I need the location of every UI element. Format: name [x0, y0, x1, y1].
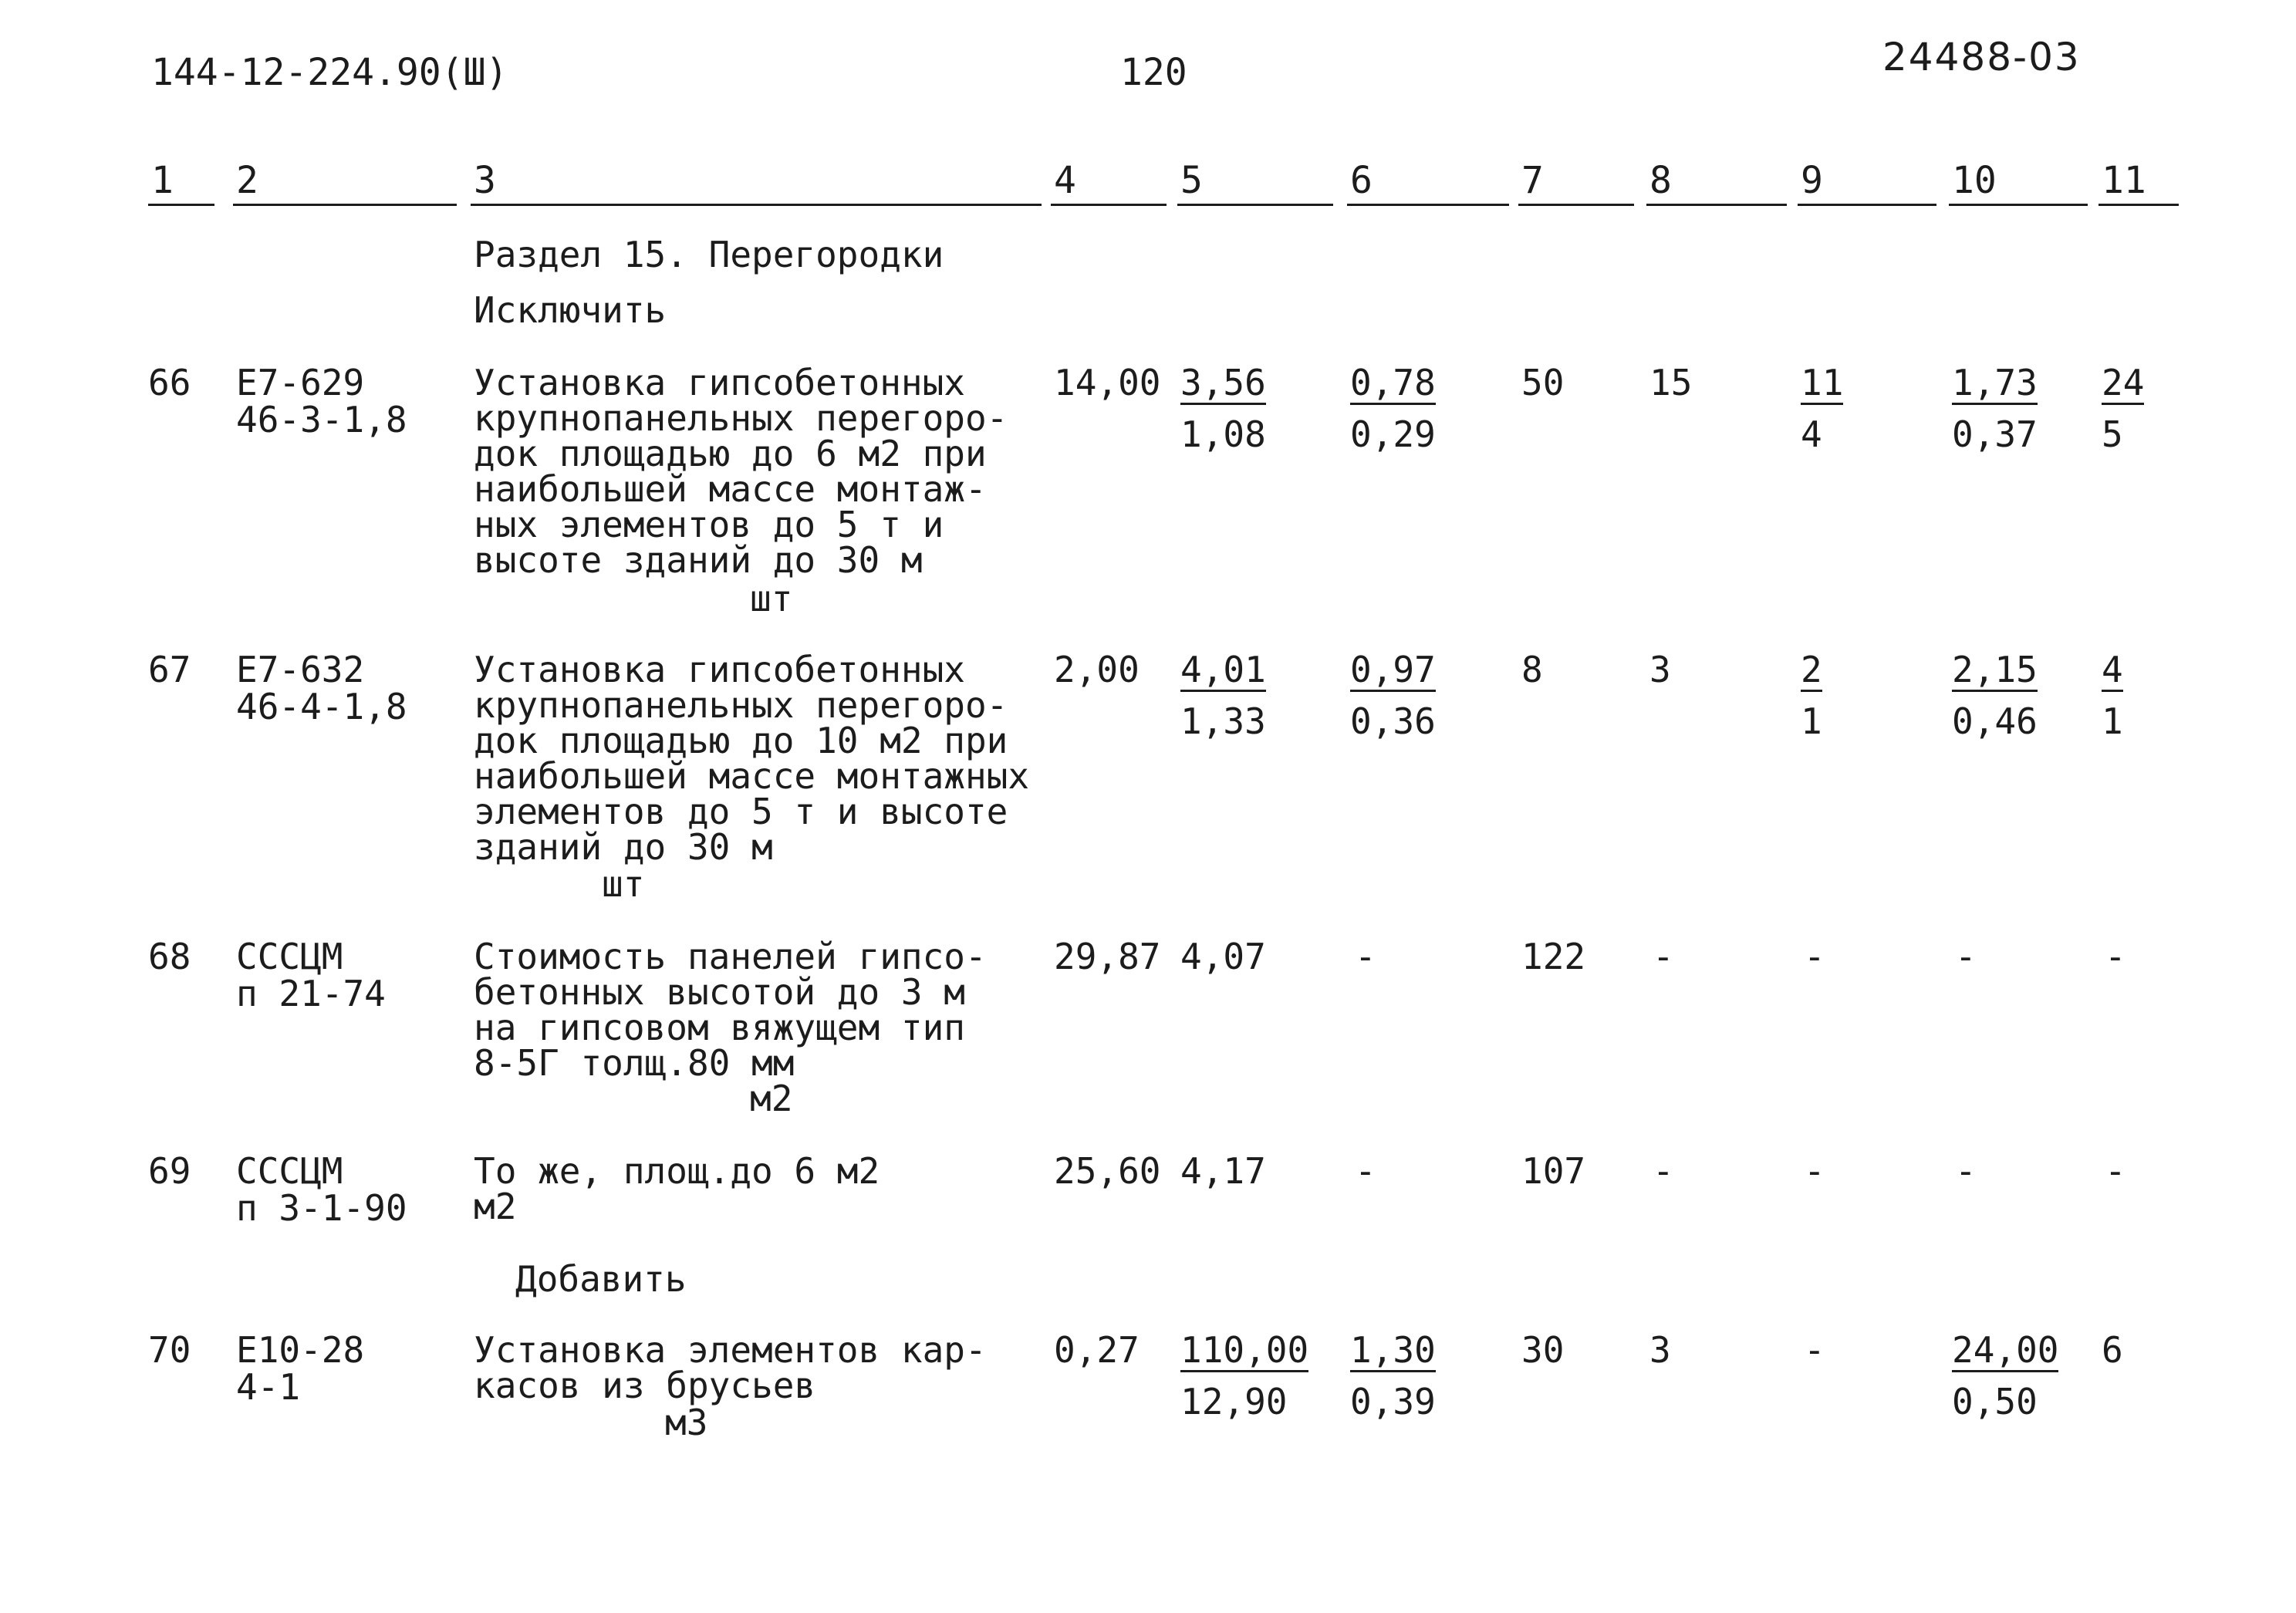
unit-cost-fraction [1180, 651, 1266, 740]
column-header-2: 2 [236, 159, 258, 202]
labor-unit-fraction [1952, 1331, 2058, 1420]
machine-cost: - [1355, 1150, 1376, 1192]
column-header-7: 7 [1521, 159, 1544, 202]
machine-total: - [1804, 1150, 1825, 1192]
fraction-top: 4,01 [1180, 649, 1266, 690]
machine-cost: - [1355, 936, 1376, 977]
norm-code-line-1: СССЦМ [236, 1150, 343, 1192]
machine-total-fraction [1801, 651, 1822, 740]
work-description-line: крупнопанельных перегоро- [474, 684, 1008, 726]
work-description-line: Стоимость панелей гипсо- [474, 936, 987, 977]
work-description-line: бетонных высотой до 3 м [474, 971, 965, 1013]
work-description-line: м2 [474, 1186, 517, 1227]
work-description-line: Установка гипсобетонных [474, 362, 965, 403]
exclude-label: Исключить [474, 289, 667, 331]
fraction-top: 24,00 [1952, 1329, 2059, 1371]
column-rule-2 [233, 204, 457, 206]
machine-cost-fraction [1350, 651, 1436, 740]
column-rule-10 [1949, 204, 2088, 206]
work-description-line: высоте зданий до 30 м [474, 539, 923, 581]
fraction-top: 0,97 [1350, 649, 1436, 690]
machine-cost-fraction [1350, 364, 1436, 453]
work-description-line: док площадью до 6 м2 при [474, 433, 987, 474]
wages: 3 [1649, 649, 1671, 690]
labor-total-fraction [2102, 651, 2123, 740]
column-header-8: 8 [1649, 159, 1672, 202]
fraction-top: 110,00 [1180, 1329, 1309, 1371]
unit-of-measure: м2 [750, 1078, 793, 1119]
work-description-line: 8-5Г толщ.80 мм [474, 1042, 795, 1084]
fraction-top: 0,78 [1350, 362, 1436, 403]
work-description-line: Установка гипсобетонных [474, 649, 965, 690]
column-rule-7 [1518, 204, 1634, 206]
labor-unit-fraction [1952, 651, 2038, 740]
fraction-bottom: 0,36 [1350, 700, 1436, 742]
unit-cost-fraction [1180, 364, 1266, 453]
work-description-line: То же, площ.до 6 м2 [474, 1150, 880, 1192]
total-cost: 30 [1521, 1329, 1565, 1371]
fraction-top: 1,30 [1350, 1329, 1436, 1371]
norm-code-line-1: СССЦМ [236, 936, 343, 977]
quantity: 2,00 [1054, 649, 1140, 690]
column-header-5: 5 [1180, 159, 1203, 202]
fraction-bottom: 0,46 [1952, 700, 2038, 742]
column-header-11: 11 [2102, 159, 2146, 202]
column-rule-5 [1177, 204, 1333, 206]
column-rule-1 [148, 204, 214, 206]
labor-total: - [2105, 936, 2126, 977]
fraction-bottom: 5 [2102, 413, 2123, 455]
norm-code-line-2: 4-1 [236, 1366, 301, 1408]
row-number: 68 [148, 936, 191, 977]
add-label: Добавить [515, 1258, 687, 1300]
quantity: 14,00 [1054, 362, 1161, 403]
work-description-line: касов из брусьев [474, 1365, 816, 1406]
column-header-10: 10 [1952, 159, 1997, 202]
column-header-6: 6 [1350, 159, 1373, 202]
wages: - [1653, 936, 1674, 977]
column-header-3: 3 [474, 159, 496, 202]
column-rule-6 [1347, 204, 1509, 206]
norm-code-line-2: 46-4-1,8 [236, 686, 407, 727]
machine-total: - [1804, 1329, 1825, 1371]
machine-cost-fraction [1350, 1331, 1436, 1420]
unit-cost: 4,07 [1180, 936, 1266, 977]
section-title: Раздел 15. Перегородки [474, 234, 944, 275]
labor-total-fraction [2102, 364, 2144, 453]
column-header-1: 1 [151, 159, 174, 202]
quantity: 0,27 [1054, 1329, 1140, 1371]
quantity: 29,87 [1054, 936, 1161, 977]
norm-code-line-1: Е7-629 [236, 362, 365, 403]
norm-code-line-2: 46-3-1,8 [236, 399, 407, 440]
work-description-line: док площадью до 10 м2 при [474, 720, 1008, 761]
inventory-number: 24488-03 [1882, 35, 2081, 79]
norm-code-line-1: Е10-28 [236, 1329, 365, 1371]
work-description-line: ных элементов до 5 т и [474, 504, 944, 545]
labor-total: 6 [2102, 1329, 2123, 1371]
machine-total: - [1804, 936, 1825, 977]
unit-of-measure: шт [750, 578, 793, 619]
row-number: 69 [148, 1150, 191, 1192]
work-description-line: на гипсовом вяжущем тип [474, 1007, 965, 1048]
column-header-9: 9 [1801, 159, 1823, 202]
wages: 15 [1649, 362, 1693, 403]
work-description-line: наибольшей массе монтажных [474, 755, 1030, 797]
fraction-bottom: 0,39 [1350, 1381, 1436, 1422]
labor-unit: - [1955, 936, 1977, 977]
document-code: 144-12-224.90(Ш) [151, 51, 508, 94]
page-number: 120 [1120, 51, 1187, 94]
work-description-line: крупнопанельных перегоро- [474, 397, 1008, 439]
column-header-4: 4 [1054, 159, 1076, 202]
column-rule-8 [1646, 204, 1787, 206]
fraction-bottom: 1,08 [1180, 413, 1266, 455]
row-number: 67 [148, 649, 191, 690]
fraction-bottom: 1 [1801, 700, 1822, 742]
fraction-bottom: 12,90 [1180, 1381, 1288, 1422]
unit-of-measure: шт [602, 863, 645, 905]
fraction-bottom: 0,50 [1952, 1381, 2038, 1422]
fraction-bottom: 0,29 [1350, 413, 1436, 455]
total-cost: 8 [1521, 649, 1543, 690]
labor-unit: - [1955, 1150, 1977, 1192]
total-cost: 122 [1521, 936, 1586, 977]
column-rule-4 [1051, 204, 1167, 206]
row-number: 66 [148, 362, 191, 403]
norm-code-line-1: Е7-632 [236, 649, 365, 690]
machine-total-fraction [1801, 364, 1843, 453]
work-description-line: зданий до 30 м [474, 826, 773, 868]
total-cost: 50 [1521, 362, 1565, 403]
fraction-bottom: 1,33 [1180, 700, 1266, 742]
fraction-top: 2 [1801, 649, 1822, 690]
work-description-line: Установка элементов кар- [474, 1329, 987, 1371]
total-cost: 107 [1521, 1150, 1586, 1192]
work-description-line: элементов до 5 т и высоте [474, 791, 1008, 832]
unit-of-measure: м3 [665, 1402, 708, 1443]
unit-cost-fraction [1180, 1331, 1308, 1420]
labor-total: - [2105, 1150, 2126, 1192]
fraction-bottom: 0,37 [1952, 413, 2038, 455]
row-number: 70 [148, 1329, 191, 1371]
norm-code-line-2: п 3-1-90 [236, 1187, 407, 1229]
fraction-top: 1,73 [1952, 362, 2038, 403]
fraction-top: 24 [2102, 362, 2145, 403]
fraction-bottom: 4 [1801, 413, 1822, 455]
fraction-bottom: 1 [2102, 700, 2123, 742]
quantity: 25,60 [1054, 1150, 1161, 1192]
fraction-top: 3,56 [1180, 362, 1266, 403]
fraction-top: 4 [2102, 649, 2123, 690]
fraction-top: 11 [1801, 362, 1844, 403]
fraction-top: 2,15 [1952, 649, 2038, 690]
unit-cost: 4,17 [1180, 1150, 1266, 1192]
wages: 3 [1649, 1329, 1671, 1371]
work-description-line: наибольшей массе монтаж- [474, 468, 987, 510]
column-rule-9 [1798, 204, 1936, 206]
wages: - [1653, 1150, 1674, 1192]
column-rule-11 [2098, 204, 2179, 206]
norm-code-line-2: п 21-74 [236, 973, 386, 1014]
column-rule-3 [471, 204, 1042, 206]
labor-unit-fraction [1952, 364, 2038, 453]
